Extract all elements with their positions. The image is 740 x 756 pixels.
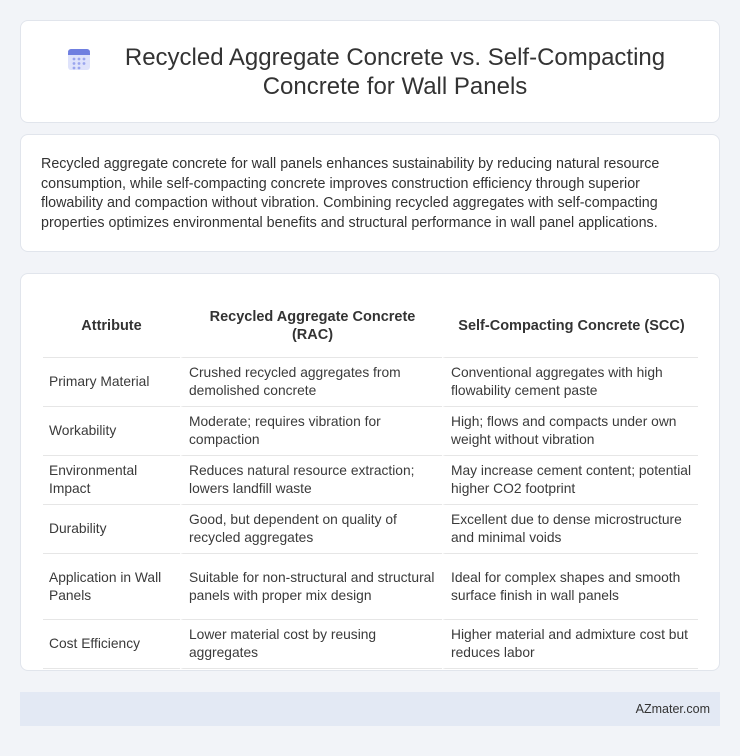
scc-value: Excellent due to dense microstructure and minimal voids (442, 505, 698, 554)
summary-card (20, 134, 720, 252)
scc-value: Ideal for complex shapes and smooth surface finish in wall panels (442, 554, 698, 620)
row-attribute: Environmental Impact (43, 456, 180, 505)
column-header-rac: Recycled Aggregate Concrete (RAC) (180, 294, 442, 358)
rac-value: Crushed recycled aggregates from demolished concrete (180, 358, 442, 407)
table-row (43, 358, 698, 407)
column-header-scc: Self-Compacting Concrete (SCC) (442, 294, 698, 358)
title-card (20, 20, 720, 123)
rac-value: Good, but dependent on quality of recycled aggregates (180, 505, 442, 554)
page-title: Recycled Aggregate Concrete vs. Self-Compacting Concrete for Wall Panels (124, 43, 666, 100)
summary-text: Recycled aggregate concrete for wall panels enhances sustainability by reducing natural resource consumption, while self-compacting concrete improves construction efficiency through superior flowability and compaction without vibration. Combining recycled aggregates with self-compacting properties optimizes environmental benefits and structural performance in wall panel applications. (41, 156, 660, 231)
rac-value: Moderate; requires vibration for compaction (180, 407, 442, 456)
scc-value: Higher material and admixture cost but reduces labor (442, 620, 698, 669)
table-row (43, 505, 698, 554)
row-attribute: Workability (43, 407, 180, 456)
title-wrap (65, 43, 675, 101)
scc-value: High; flows and compacts under own weight without vibration (442, 407, 698, 456)
rac-value: Reduces natural resource extraction; lowers landfill waste (180, 456, 442, 505)
row-attribute: Durability (43, 505, 180, 554)
table-header-row (43, 294, 698, 358)
table-row (43, 554, 698, 620)
rac-value: Lower material cost by reusing aggregates (180, 620, 442, 669)
rac-value: Suitable for non-structural and structural panels with proper mix design (180, 554, 442, 620)
comparison-table (43, 294, 698, 669)
scc-value: Conventional aggregates with high flowability cement paste (442, 358, 698, 407)
row-attribute: Application in Wall Panels (43, 554, 180, 620)
footer-brand: AZmater.com (635, 702, 710, 716)
column-header-attribute: Attribute (43, 294, 180, 358)
comparison-table-card (20, 273, 720, 671)
row-attribute: Primary Material (43, 358, 180, 407)
calendar-icon (65, 45, 93, 73)
scc-value: May increase cement content; potential higher CO2 footprint (442, 456, 698, 505)
row-attribute: Cost Efficiency (43, 620, 180, 669)
footer (20, 692, 720, 726)
table-row (43, 456, 698, 505)
table-row (43, 407, 698, 456)
table-row (43, 620, 698, 669)
